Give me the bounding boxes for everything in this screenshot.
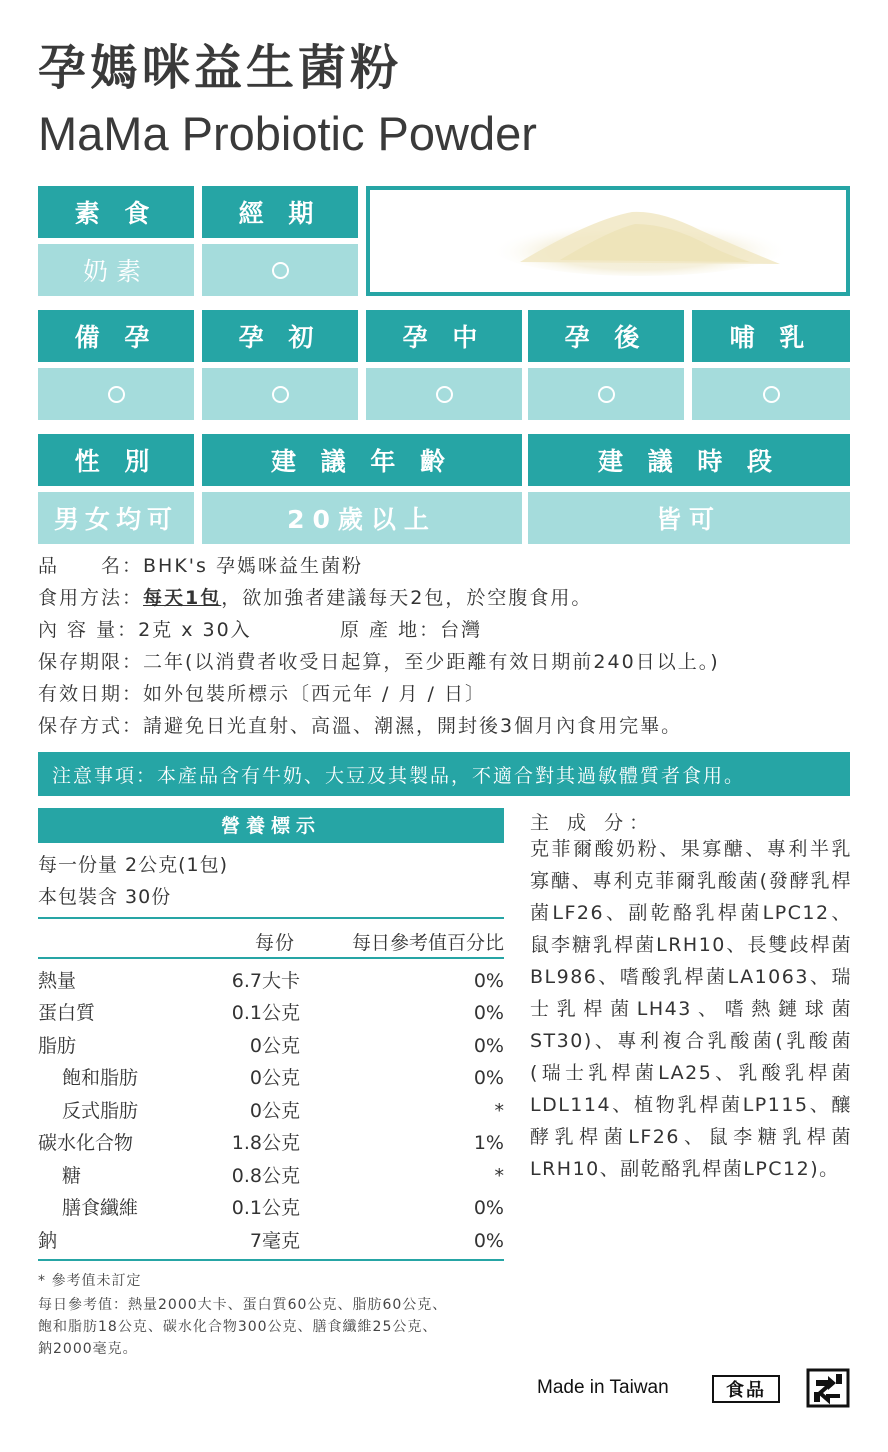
- nutrient-row: [38, 1030, 504, 1062]
- stage-nursing-value: [692, 368, 850, 420]
- divider: [38, 841, 504, 843]
- nutrient-amount: 0公克: [249, 1067, 300, 1089]
- info-name-label: 品 名：: [38, 555, 144, 577]
- footnote-undefined: * 參考值未訂定: [38, 1273, 142, 1289]
- nutrient-name: 糖: [62, 1165, 82, 1187]
- nutrient-pct: 0%: [473, 1035, 504, 1057]
- nutrient-amount: 1.8公克: [231, 1132, 300, 1154]
- nutrient-name: 飽和脂肪: [62, 1067, 139, 1089]
- stage-early-label: 孕 初: [202, 310, 358, 362]
- info-name-value: BHK's 孕媽咪益生菌粉: [143, 555, 363, 577]
- stage-nursing-label: 哺 乳: [692, 310, 850, 362]
- gender-label: 性 別: [38, 434, 194, 486]
- stage-mid-label: 孕 中: [366, 310, 522, 362]
- col-daily-pct: 每日參考值百分比: [351, 932, 504, 954]
- nutrition-title: 營養標示: [38, 808, 504, 841]
- footnote-reference-3: 鈉2000毫克。: [38, 1341, 138, 1357]
- age-value: 20歲以上: [202, 492, 522, 544]
- info-shelf-value: 二年(以消費者收受日起算，至少距離有效日期前240日以上。): [143, 651, 720, 673]
- circle-check-icon: [763, 386, 780, 403]
- info-origin: [340, 614, 482, 646]
- nutrient-pct: 0%: [473, 1197, 504, 1219]
- info-content-label: 內 容 量：: [38, 619, 139, 641]
- info-usage-emph: 每天1包: [143, 587, 222, 609]
- info-storage: [38, 710, 682, 742]
- nutrient-name: 熱量: [38, 970, 77, 992]
- time-label: 建 議 時 段: [528, 434, 850, 486]
- info-name: [38, 550, 363, 582]
- info-expiry-label: 有效日期：: [38, 683, 144, 705]
- nutrient-row: [38, 1160, 504, 1192]
- made-in-label: Made in Taiwan: [537, 1377, 669, 1398]
- servings-per-pack: 本包裝含 30份: [38, 886, 172, 908]
- nutrient-amount: 0.8公克: [231, 1165, 300, 1187]
- info-content: [38, 614, 252, 646]
- divider: [38, 957, 504, 959]
- circle-check-icon: [598, 386, 615, 403]
- nutrient-pct: 0%: [473, 1067, 504, 1089]
- serving-size: 每一份量 2公克(1包): [38, 854, 229, 876]
- nutrient-amount: 6.7大卡: [231, 970, 300, 992]
- nutrient-name: 膳食纖維: [62, 1197, 139, 1219]
- vegan-value: 奶素: [38, 244, 194, 296]
- nutrient-row: [38, 1192, 504, 1224]
- nutrient-name: 脂肪: [38, 1035, 77, 1057]
- nutrient-row: [38, 1225, 504, 1257]
- stage-late-value: [528, 368, 684, 420]
- product-title-zh: 孕媽咪益生菌粉: [38, 40, 403, 96]
- nutrient-amount: 0公克: [249, 1035, 300, 1057]
- nutrient-name: 反式脂肪: [62, 1100, 139, 1122]
- info-shelf-label: 保存期限：: [38, 651, 144, 673]
- nutrient-name: 蛋白質: [38, 1002, 96, 1024]
- circle-check-icon: [272, 262, 289, 279]
- nutrient-row: [38, 997, 504, 1029]
- divider: [38, 1259, 504, 1261]
- info-usage-label: 食用方法：: [38, 587, 144, 609]
- info-content-value: 2克 x 30入: [138, 619, 252, 641]
- footnote-reference-2: 飽和脂肪18公克、碳水化合物300公克、膳食纖維25公克、: [38, 1319, 438, 1335]
- nutrient-row: [38, 965, 504, 997]
- nutrient-pct: 0%: [473, 970, 504, 992]
- info-storage-label: 保存方式：: [38, 715, 144, 737]
- col-per-serving: 每份: [255, 932, 296, 954]
- vegan-label: 素 食: [38, 186, 194, 238]
- info-expiry-value: 如外包裝所標示〔西元年 / 月 / 日〕: [143, 683, 486, 705]
- stage-early-value: [202, 368, 358, 420]
- divider: [38, 917, 504, 919]
- stage-prep-label: 備 孕: [38, 310, 194, 362]
- nutrient-pct: 1%: [473, 1132, 504, 1154]
- food-mark: 食品: [712, 1375, 780, 1403]
- circle-check-icon: [272, 386, 289, 403]
- nutrient-amount: 0.1公克: [231, 1197, 300, 1219]
- recycle-icon: [806, 1368, 850, 1408]
- nutrient-row: [38, 1095, 504, 1127]
- info-origin-label: 原 產 地：: [340, 619, 441, 641]
- info-usage: [38, 582, 592, 614]
- nutrient-row: [38, 1127, 504, 1159]
- nutrient-row: [38, 1062, 504, 1094]
- footnote-reference-1: 每日參考值：熱量2000大卡、蛋白質60公克、脂肪60公克、: [38, 1297, 448, 1313]
- info-shelf: [38, 646, 720, 678]
- nutrient-pct: 0%: [473, 1230, 504, 1252]
- gender-value: 男女均可: [38, 492, 194, 544]
- nutrient-pct: *: [494, 1100, 504, 1122]
- period-value: [202, 244, 358, 296]
- powder-image: [366, 186, 850, 296]
- nutrient-amount: 0公克: [249, 1100, 300, 1122]
- circle-check-icon: [436, 386, 453, 403]
- stage-late-label: 孕 後: [528, 310, 684, 362]
- nutrient-name: 碳水化合物: [38, 1132, 134, 1154]
- ingredients-body: 克菲爾酸奶粉、果寡醣、專利半乳寡醣、專利克菲爾乳酸菌(發酵乳桿菌LF26、副乾酪乳桿菌LPC12、鼠李糖乳桿菌LRH10、長雙歧桿菌BL986、嗜酸乳桿菌LA1063、瑞士乳桿菌LH43、嗜熱鏈球菌ST30)、專利複合乳酸菌(乳酸菌(瑞士乳桿菌LA25、乳酸乳桿菌LDL114、植物乳桿菌LP115、釀酵乳桿菌LF26、鼠李糖乳桿菌LRH10、副乾酪乳桿菌LPC12)。: [530, 838, 852, 1180]
- nutrient-pct: *: [494, 1165, 504, 1187]
- info-storage-value: 請避免日光直射、高溫、潮濕，開封後3個月內食用完畢。: [143, 715, 683, 737]
- stage-mid-value: [366, 368, 522, 420]
- info-origin-value: 台灣: [440, 619, 483, 641]
- circle-check-icon: [108, 386, 125, 403]
- ingredients-title: 主 成 分：: [530, 812, 655, 834]
- age-label: 建 議 年 齡: [202, 434, 522, 486]
- info-usage-rest: ，欲加強者建議每天2包，於空腹食用。: [221, 587, 593, 609]
- period-label: 經 期: [202, 186, 358, 238]
- powder-pile-icon: [370, 190, 846, 292]
- nutrient-pct: 0%: [473, 1002, 504, 1024]
- info-expiry: [38, 678, 486, 710]
- allergy-notice: 注意事項：本產品含有牛奶、大豆及其製品，不適合對其過敏體質者食用。: [38, 752, 850, 796]
- nutrient-amount: 0.1公克: [231, 1002, 300, 1024]
- nutrient-amount: 7毫克: [249, 1230, 300, 1252]
- nutrient-name: 鈉: [38, 1230, 58, 1252]
- stage-prep-value: [38, 368, 194, 420]
- product-title-en: MaMa Probiotic Powder: [38, 107, 537, 160]
- time-value: 皆可: [528, 492, 850, 544]
